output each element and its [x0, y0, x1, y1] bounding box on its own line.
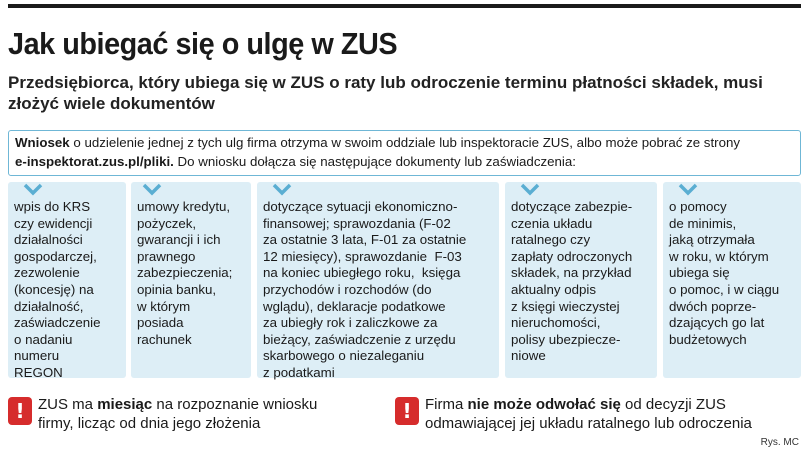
top-rule: [8, 4, 801, 8]
document-column-4-text: dotyczące zabezpie- czenia układu ratalnego czy zapłaty odroczonych składek, na przykład aktualny odpis z księgi wieczystej nieruchomości, polisy ubezpiecze- niowe: [511, 199, 633, 364]
chevron-down-icon: [678, 182, 698, 196]
document-column-1-text: wpis do KRS czy ewidencji działalności gospodarczej, zezwolenie (koncesję) na działalność, zaświadczenie o nadaniu numeru REGON: [14, 199, 101, 380]
alert-line-1: [38, 395, 317, 414]
document-column-5: [663, 182, 801, 378]
alert-line-1: [425, 395, 752, 414]
intro-url: e-inspektorat.zus.pl/pliki.: [15, 154, 174, 169]
intro-box: [8, 130, 801, 176]
document-column-4: [505, 182, 657, 378]
chevron-down-icon: [272, 182, 292, 196]
document-column-5-text: o pomocy de minimis, jaką otrzymała w roku, w którym ubiega się o pomoc, i w ciągu dwóch poprze- dzających go lat budżetowych: [669, 199, 780, 347]
intro-line-2-text: Do wniosku dołącza się następujące dokumenty lub zaświadczenia:: [173, 154, 576, 169]
alert-line-2: odmawiającej jej układu ratalnego lub odroczenia: [425, 415, 752, 432]
alert-text-pre: ZUS ma: [38, 396, 98, 413]
alert-text-post: na rozpoznanie wniosku: [152, 396, 318, 413]
intro-line-1-text: o udzielenie jednej z tych ulg firma otrzyma w swoim oddziale lub inspektoracie ZUS, albo może pobrać ze strony: [69, 135, 741, 150]
page-title: Jak ubiegać się o ulgę w ZUS: [8, 26, 398, 61]
alert-review-time-text: [38, 395, 317, 433]
chevron-down-icon: [142, 182, 162, 196]
graphic-credit: Rys. MC: [760, 437, 799, 448]
chevron-down-icon: [520, 182, 540, 196]
document-column-2: [131, 182, 251, 378]
intro-line-1: [15, 133, 800, 152]
alert-line-2: firmy, licząc od dnia jego złożenia: [38, 415, 261, 432]
document-column-3-text: dotyczące sytuacji ekonomiczno- finansowej; sprawozdania (F-02 za ostatnie 3 lata, F-01 za ostatnie 12 miesięcy), sprawozdanie F-03 na koniec ubiegłego roku, księga przychodów i rozchodów (do wglądu), deklaracje podatkowe za ubiegły rok i zaliczkowe za bieżący, zaświadczenie z urzędu skarbowego o niezaleganiu z podatkami: [263, 199, 467, 380]
alert-text-post: od decyzji ZUS: [620, 396, 726, 413]
page-subtitle: Przedsiębiorca, który ubiega się w ZUS o raty lub odroczenie terminu płatności składek, musi złożyć wiele dokumentów: [8, 73, 763, 113]
alert-text-bold: miesiąc: [97, 396, 153, 413]
document-column-3: [257, 182, 499, 378]
intro-bold-lead: Wniosek: [15, 135, 70, 150]
document-column-1: [8, 182, 126, 378]
document-column-2-text: umowy kredytu, pożyczek, gwarancji i ich prawnego zabezpieczenia; opinia banku, w którym posiada rachunek: [137, 199, 233, 347]
intro-line-2: [15, 152, 800, 171]
exclamation-icon: !: [8, 397, 32, 425]
chevron-down-icon: [23, 182, 43, 196]
alert-text-pre: Firma: [425, 396, 468, 413]
exclamation-icon: !: [395, 397, 419, 425]
alert-text-bold: nie może odwołać się: [467, 396, 621, 413]
alert-no-appeal-text: [425, 395, 752, 433]
